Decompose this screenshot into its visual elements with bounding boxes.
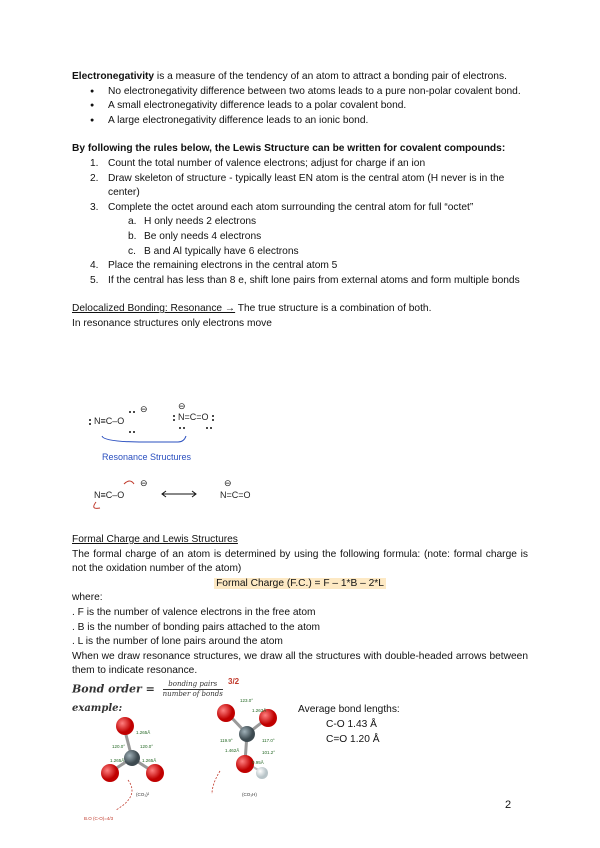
example-label: example: — [72, 703, 123, 714]
formal-charge-formula-line — [72, 577, 528, 592]
minus-charge: ⊖ — [224, 478, 232, 488]
brace — [102, 436, 186, 442]
angle-label: 117.0° — [262, 738, 275, 743]
term-electronegativity: Electronegativity — [72, 71, 155, 82]
octet-exceptions — [108, 215, 528, 259]
list-item: 5. If the central has less than 8 e, shift lone pairs from external atoms and form multiple bonds — [90, 274, 520, 286]
minus-charge: ⊖ — [178, 401, 186, 411]
list-item: ● A large electronegativity difference leads to an ionic bond. — [108, 114, 528, 129]
angle-label: 120.0° — [112, 744, 126, 749]
definition-b: . B is the number of bonding pairs attached to the atom — [72, 621, 321, 633]
electronegativity-definition: Electronegativity is a measure of the tendency of an atom to attract a bonding pair of electrons. — [72, 71, 507, 82]
list-item: 4. Place the remaining electrons in the central atom 5 — [90, 260, 338, 272]
bond-label: 0.95Å — [252, 760, 264, 765]
angle-label: 123.0° — [240, 698, 254, 703]
three-halves-label: 3/2 — [228, 677, 240, 686]
carbonate-model — [84, 717, 164, 821]
bicarbonate-caption: (CO₃H) — [242, 792, 257, 797]
bond-length-double: C=O 1.20 Å — [326, 734, 380, 745]
rules-heading: By following the rules below, the Lewis Structure can be written for covalent compounds: — [72, 143, 506, 155]
molecule-a: N≡C–O — [94, 416, 125, 426]
bond-order-formula: Bond order = $\frac{\text{bonding pairs}}{\text{number of bonds}}$ — [72, 680, 223, 698]
bond-order-note: B.O (C-O)=4/3 — [84, 816, 114, 821]
resonance-arrow-paragraph: When we draw resonance structures, we draw all the structures with double-headed arrows between them to indicate resonance. — [72, 650, 528, 677]
definition-l: . L is the number of lone pairs around the atom — [72, 636, 283, 648]
list-item: 3. Complete the octet around each atom surrounding the central atom for full “octet” a. H only needs 2 electrons b. Be only needs 4 electrons c. B and Al typically have 6 electrons — [108, 201, 528, 259]
electronegativity-bullets — [72, 85, 528, 129]
molecule-b: N=C=O — [220, 490, 251, 500]
bond-label: 1.265Å — [136, 730, 151, 735]
list-item: ● A small electronegativity difference leads to a polar covalent bond. — [108, 99, 528, 114]
page-number: 2 — [505, 799, 512, 811]
bond-order-fraction: $\frac{\text{bonding pairs}}{\text{number of bonds}}$ — [162, 680, 223, 698]
list-item: ● No electronegativity difference between two atoms leads to a pure non-polar covalent bond. — [108, 85, 528, 100]
molecule-b: N=C=O — [178, 412, 209, 422]
resonance-note: In resonance structures only electrons move — [72, 317, 272, 329]
angle-label: 119.9° — [220, 738, 233, 743]
formal-charge-heading: Formal Charge and Lewis Structures — [72, 534, 238, 545]
rules-list — [72, 157, 528, 288]
resonance-heading: Delocalized Bonding: Resonance → The true structure is a combination of both. — [72, 303, 432, 315]
angle-label: 101.2° — [262, 750, 276, 755]
document-body — [72, 70, 528, 332]
bond-label: 1.263Å — [252, 708, 267, 713]
list-item: 2. Draw skeleton of structure - typically least EN atom is the central atom (H never is in the center) — [90, 172, 505, 199]
formal-charge-section — [72, 533, 528, 679]
bond-lengths-title: Average bond lengths: — [298, 704, 400, 715]
bond-length-single: C-O 1.43 Å — [326, 719, 377, 730]
list-item: a. H only needs 2 electrons — [128, 216, 257, 228]
average-bond-lengths — [298, 702, 400, 747]
minus-charge: ⊖ — [140, 478, 148, 488]
bond-label: 1.265Å — [142, 758, 157, 763]
electron-push-arrow — [124, 481, 134, 484]
bond-label: 1.462Å — [225, 748, 240, 753]
molecule-models-figure — [80, 676, 300, 826]
formal-charge-formula: Formal Charge (F.C.) = F – 1*B – 2*L — [216, 577, 384, 589]
resonance-figure — [80, 398, 280, 513]
definition-f: . F is the number of valence electrons in the free atom — [72, 606, 316, 618]
angle-label: 120.0° — [140, 744, 154, 749]
list-item: b. Be only needs 4 electrons — [128, 230, 262, 242]
bicarbonate-model — [212, 677, 277, 797]
electron-push-arrow — [94, 502, 100, 508]
resonance-structures-caption: Resonance Structures — [102, 452, 192, 462]
list-item: 1. Count the total number of valence electrons; adjust for charge if an ion — [90, 157, 426, 169]
bond-label: 1.265Å — [110, 758, 125, 763]
resonance-arrow — [162, 491, 196, 497]
formal-charge-paragraph: The formal charge of an atom is determined by using the following formula: (note: formal charge is not the oxidation number of the atom) — [72, 548, 528, 575]
list-item: c. B and Al typically have 6 electrons — [128, 245, 299, 257]
carbonate-caption: (CO₃)² — [136, 792, 150, 797]
minus-charge: ⊖ — [140, 404, 148, 414]
where-label: where: — [72, 592, 103, 604]
molecule-a: N≡C–O — [94, 490, 125, 500]
